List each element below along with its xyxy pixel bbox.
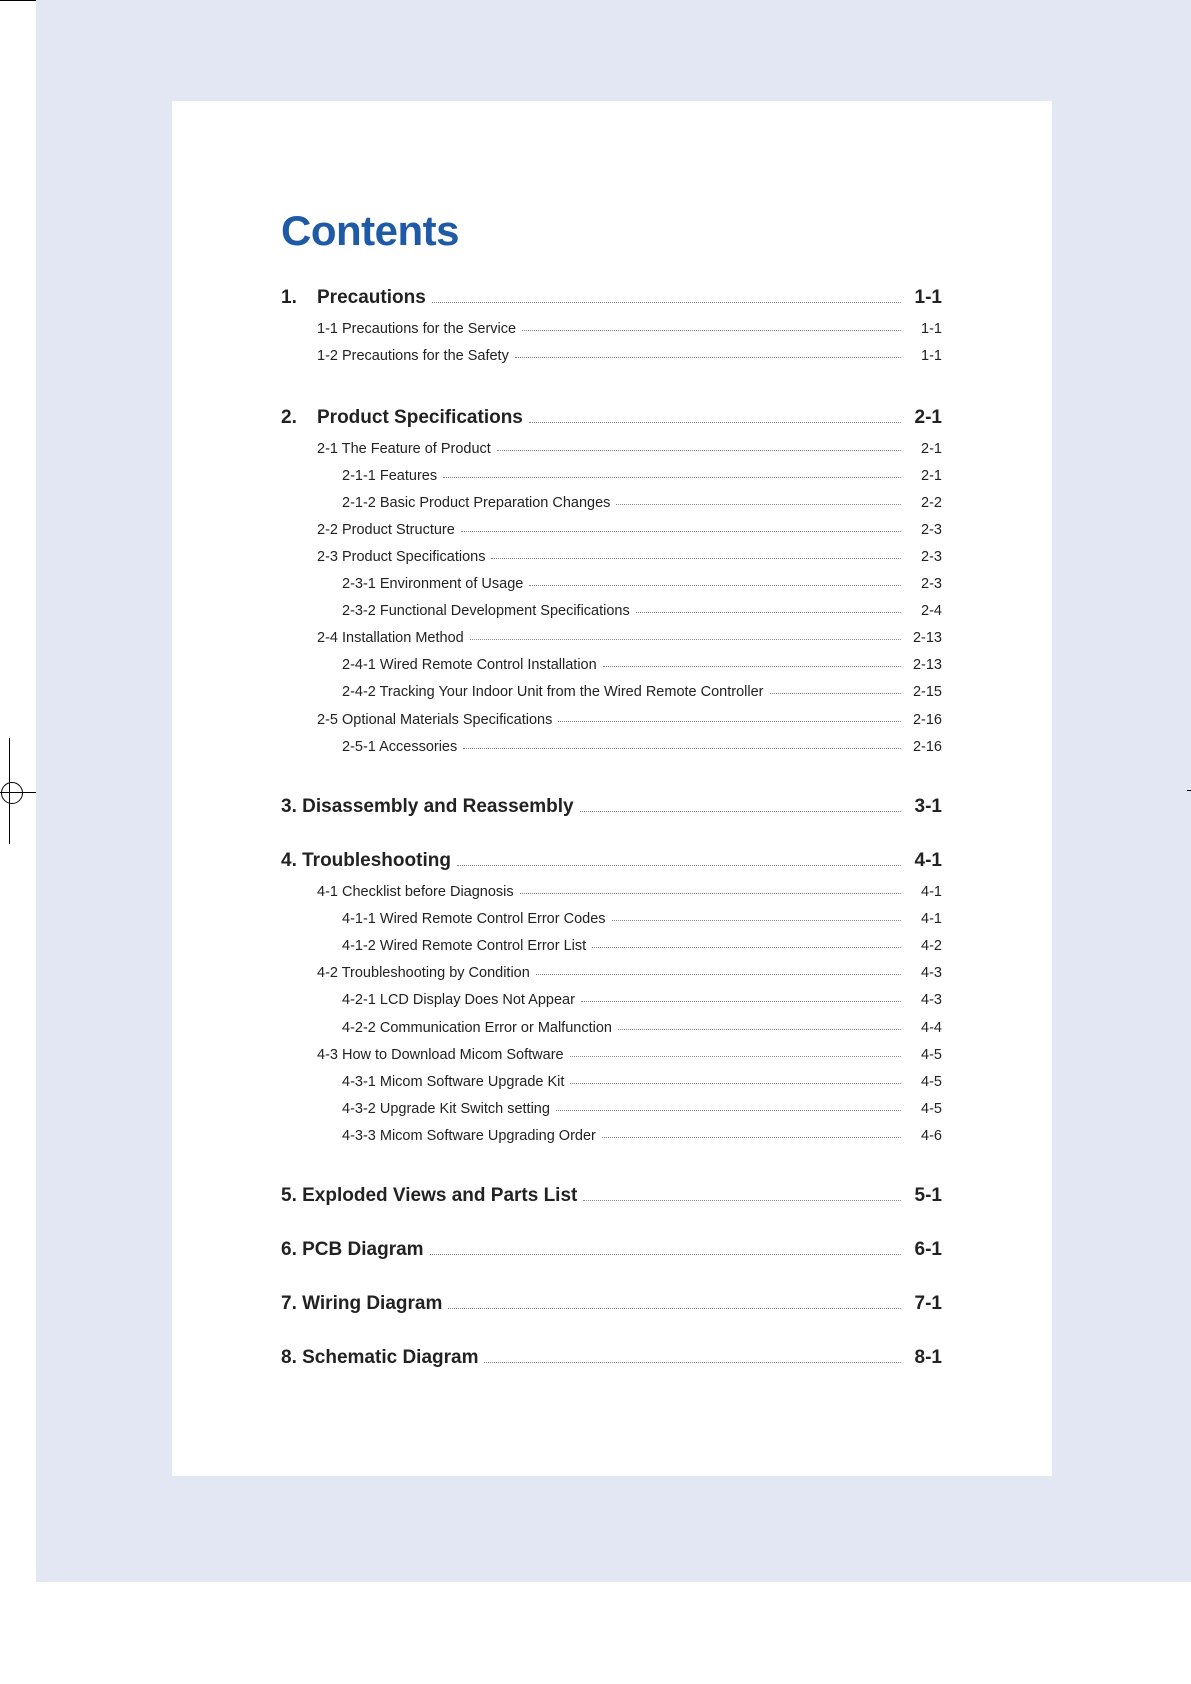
- toc-section-entry[interactable]: [281, 576, 942, 592]
- toc-leader-dots: [443, 476, 901, 478]
- crop-mark-top: [0, 0, 36, 1]
- toc-leader-dots: [484, 1361, 901, 1363]
- toc-section-entry[interactable]: [281, 1020, 942, 1036]
- toc-section-entry[interactable]: [281, 468, 942, 484]
- toc-entry-label: 5. Exploded Views and Parts List: [281, 1185, 578, 1206]
- toc-chapter-number: 2.: [281, 407, 297, 428]
- page-title: Contents: [281, 207, 459, 254]
- toc-section-entry[interactable]: [281, 992, 942, 1008]
- toc-chapter-entry[interactable]: [281, 1347, 942, 1369]
- toc-page-number: 4-3: [921, 965, 942, 981]
- toc-page-number: 7-1: [914, 1293, 942, 1314]
- toc-leader-dots: [529, 584, 901, 586]
- toc-leader-dots: [570, 1055, 901, 1057]
- toc-section-entry[interactable]: [281, 1128, 942, 1144]
- toc-leader-dots: [470, 638, 901, 640]
- toc-section-entry[interactable]: [281, 1101, 942, 1117]
- toc-entry-label: 3. Disassembly and Reassembly: [281, 796, 574, 817]
- toc-section-entry[interactable]: [281, 739, 942, 755]
- toc-entry-label: 4-3-1 Micom Software Upgrade Kit: [342, 1074, 565, 1090]
- toc-section-entry[interactable]: [281, 321, 942, 337]
- crop-mark-right: [1187, 790, 1191, 791]
- toc-section-entry[interactable]: [281, 657, 942, 673]
- toc-entry-label: 7. Wiring Diagram: [281, 1293, 443, 1314]
- toc-leader-dots: [570, 1082, 901, 1084]
- toc-chapter-entry[interactable]: [281, 796, 942, 818]
- toc-page-number: 1-1: [921, 321, 942, 337]
- toc-section-entry[interactable]: [281, 441, 942, 457]
- toc-section-entry[interactable]: [281, 603, 942, 619]
- toc-page-number: 8-1: [914, 1347, 942, 1368]
- toc-section-entry[interactable]: [281, 348, 942, 364]
- toc-section-entry[interactable]: [281, 1047, 942, 1063]
- toc-leader-dots: [529, 421, 901, 423]
- toc-entry-label: 2-4 Installation Method: [317, 630, 464, 646]
- toc-leader-dots: [432, 301, 901, 303]
- toc-leader-dots: [580, 810, 901, 812]
- toc-page-number: 6-1: [914, 1239, 942, 1260]
- toc-leader-dots: [612, 919, 901, 921]
- toc-page-number: 4-6: [921, 1128, 942, 1144]
- toc-page-number: 4-5: [921, 1074, 942, 1090]
- toc-leader-dots: [558, 720, 901, 722]
- toc-page-number: 2-16: [912, 712, 942, 728]
- toc-section-entry[interactable]: [281, 1074, 942, 1090]
- toc-entry-label: 2-3-1 Environment of Usage: [342, 576, 524, 592]
- toc-entry-label: 8. Schematic Diagram: [281, 1347, 479, 1368]
- toc-chapter-entry[interactable]: [281, 407, 942, 429]
- toc-entry-label: 4-1 Checklist before Diagnosis: [317, 884, 514, 900]
- toc-section-entry[interactable]: [281, 938, 942, 954]
- toc-entry-label: 4-3-2 Upgrade Kit Switch setting: [342, 1101, 550, 1117]
- toc-entry-label: 2-5-1 Accessories: [342, 739, 458, 755]
- toc-entry-label: 2-4-2 Tracking Your Indoor Unit from the Wired Remote Controller: [342, 684, 764, 700]
- toc-page-number: 4-5: [921, 1047, 942, 1063]
- toc-page-number: 4-3: [921, 992, 942, 1008]
- toc-page-number: 2-15: [912, 684, 942, 700]
- toc-page-number: 1-1: [921, 348, 942, 364]
- toc-entry-label: 2-3 Product Specifications: [317, 549, 486, 565]
- toc-page-number: 3-1: [914, 796, 942, 817]
- toc-section-entry[interactable]: [281, 630, 942, 646]
- toc-entry-label: 6. PCB Diagram: [281, 1239, 424, 1260]
- toc-page-number: 2-1: [921, 468, 942, 484]
- toc-page-number: 5-1: [914, 1185, 942, 1206]
- toc-page-number: 4-2: [921, 938, 942, 954]
- toc-chapter-entry[interactable]: [281, 850, 942, 872]
- toc-leader-dots: [581, 1000, 901, 1002]
- toc-entry-label: 2-2 Product Structure: [317, 522, 455, 538]
- toc-chapter-entry[interactable]: [281, 1293, 942, 1315]
- toc-chapter-entry[interactable]: [281, 1239, 942, 1261]
- toc-section-entry[interactable]: [281, 549, 942, 565]
- toc-chapter-entry[interactable]: [281, 287, 942, 309]
- toc-chapter-number: 1.: [281, 287, 297, 308]
- toc-section-entry[interactable]: [281, 884, 942, 900]
- toc-leader-dots: [497, 449, 901, 451]
- toc-leader-dots: [491, 557, 901, 559]
- toc-entry-label: 4. Troubleshooting: [281, 850, 451, 871]
- toc-leader-dots: [616, 503, 901, 505]
- toc-leader-dots: [603, 665, 901, 667]
- toc-leader-dots: [520, 892, 901, 894]
- toc-page-number: 4-1: [921, 911, 942, 927]
- toc-entry-label: 2-3-2 Functional Development Specifications: [342, 603, 630, 619]
- toc-page-number: 2-13: [912, 630, 942, 646]
- toc-page-number: 4-1: [921, 884, 942, 900]
- toc-entry-label: 4-3-3 Micom Software Upgrading Order: [342, 1128, 596, 1144]
- toc-leader-dots: [448, 1307, 901, 1309]
- toc-entry-label: 2-5 Optional Materials Specifications: [317, 712, 553, 728]
- toc-page-number: 2-13: [912, 657, 942, 673]
- toc-entry-label: 2-1-2 Basic Product Preparation Changes: [342, 495, 611, 511]
- toc-leader-dots: [457, 864, 901, 866]
- toc-leader-dots: [463, 747, 901, 749]
- toc-leader-dots: [602, 1136, 901, 1138]
- toc-entry-label: Precautions: [317, 287, 426, 308]
- toc-entry-label: 4-2-2 Communication Error or Malfunction: [342, 1020, 612, 1036]
- toc-leader-dots: [618, 1028, 901, 1030]
- toc-entry-label: 2-1-1 Features: [342, 468, 438, 484]
- toc-page-number: 2-2: [921, 495, 942, 511]
- toc-section-entry[interactable]: [281, 712, 942, 728]
- toc-leader-dots: [430, 1253, 901, 1255]
- toc-chapter-entry[interactable]: [281, 1185, 942, 1207]
- toc-leader-dots: [461, 530, 901, 532]
- toc-entry-label: Product Specifications: [317, 407, 523, 428]
- toc-leader-dots: [583, 1199, 901, 1201]
- toc-page-number: 2-4: [921, 603, 942, 619]
- toc-entry-label: 4-1-2 Wired Remote Control Error List: [342, 938, 587, 954]
- toc-leader-dots: [636, 611, 901, 613]
- toc-section-entry[interactable]: [281, 495, 942, 511]
- toc-entry-label: 2-4-1 Wired Remote Control Installation: [342, 657, 597, 673]
- toc-entry-label: 4-1-1 Wired Remote Control Error Codes: [342, 911, 606, 927]
- toc-page-number: 2-3: [921, 522, 942, 538]
- toc-page-number: 4-5: [921, 1101, 942, 1117]
- toc-leader-dots: [522, 329, 901, 331]
- toc-page-number: 2-3: [921, 549, 942, 565]
- toc-page-number: 2-1: [914, 407, 942, 428]
- toc-section-entry[interactable]: [281, 911, 942, 927]
- toc-entry-label: 1-2 Precautions for the Safety: [317, 348, 509, 364]
- toc-entry-label: 4-2-1 LCD Display Does Not Appear: [342, 992, 575, 1008]
- toc-page-number: 4-4: [921, 1020, 942, 1036]
- toc-entry-label: 2-1 The Feature of Product: [317, 441, 491, 457]
- toc-entry-label: 1-1 Precautions for the Service: [317, 321, 517, 337]
- toc-entry-label: 4-2 Troubleshooting by Condition: [317, 965, 530, 981]
- toc-page-number: 2-3: [921, 576, 942, 592]
- toc-section-entry[interactable]: [281, 965, 942, 981]
- toc-section-entry[interactable]: [281, 684, 942, 700]
- toc-page-number: 1-1: [914, 287, 942, 308]
- toc-leader-dots: [770, 692, 902, 694]
- toc-page-number: 2-1: [921, 441, 942, 457]
- toc-section-entry[interactable]: [281, 522, 942, 538]
- toc-leader-dots: [536, 973, 901, 975]
- registration-mark-circle: [1, 782, 23, 804]
- toc-page-number: 2-16: [912, 739, 942, 755]
- toc-entry-label: 4-3 How to Download Micom Software: [317, 1047, 564, 1063]
- toc-leader-dots: [515, 356, 901, 358]
- toc-page-number: 4-1: [914, 850, 942, 871]
- toc-leader-dots: [556, 1109, 901, 1111]
- toc-leader-dots: [592, 946, 901, 948]
